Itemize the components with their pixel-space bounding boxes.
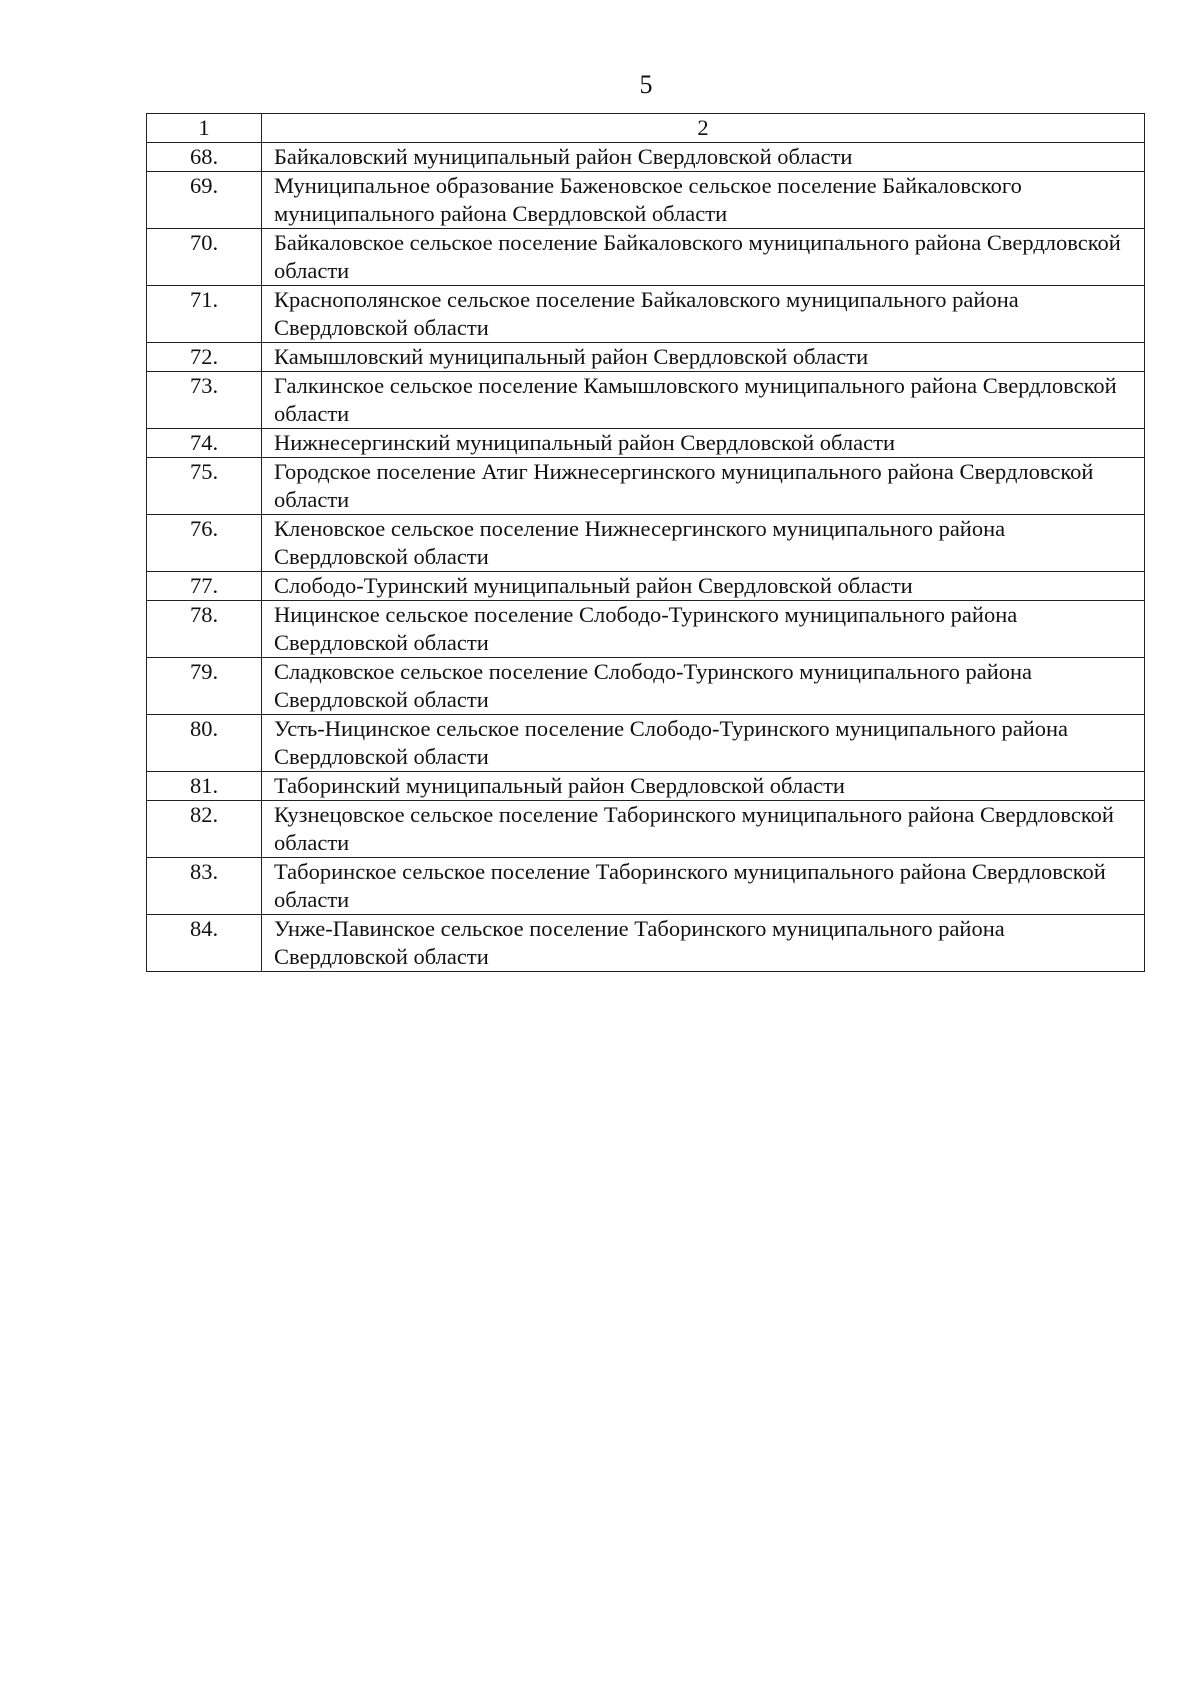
row-number: 78. [147,601,262,658]
row-number: 72. [147,343,262,372]
table-row [147,229,1145,286]
row-number: 83. [147,858,262,915]
page-number: 5 [639,70,653,99]
row-number: 79. [147,658,262,715]
row-text: Сладковское сельское поселение Слободо-Туринского муниципального района Свердловской области [262,658,1145,715]
row-text: Байкаловский муниципальный район Свердловской области [262,143,1145,172]
table-row [147,772,1145,801]
row-text: Камышловский муниципальный район Свердловской области [262,343,1145,372]
row-number: 81. [147,772,262,801]
row-number: 74. [147,429,262,458]
column-header-2: 2 [262,114,1145,143]
row-text: Таборинское сельское поселение Таборинского муниципального района Свердловской области [262,858,1145,915]
table-row [147,915,1145,972]
table-row [147,572,1145,601]
table-row [147,801,1145,858]
row-number: 84. [147,915,262,972]
row-number: 68. [147,143,262,172]
table-row [147,658,1145,715]
row-number: 69. [147,172,262,229]
table-row [147,858,1145,915]
row-text: Муниципальное образование Баженовское сельское поселение Байкаловского муниципального района Свердловской области [262,172,1145,229]
row-number: 77. [147,572,262,601]
row-text: Байкаловское сельское поселение Байкаловского муниципального района Свердловской области [262,229,1145,286]
table-row [147,458,1145,515]
table-row [147,601,1145,658]
row-text: Слободо-Туринский муниципальный район Свердловской области [262,572,1145,601]
row-number: 75. [147,458,262,515]
table-row [147,372,1145,429]
table-row [147,343,1145,372]
row-number: 76. [147,515,262,572]
table-row [147,172,1145,229]
table-row [147,143,1145,172]
table-row [147,715,1145,772]
row-text: Унже-Павинское сельское поселение Таборинского муниципального района Свердловской области [262,915,1145,972]
row-number: 71. [147,286,262,343]
table-header-row [147,114,1145,143]
row-text: Галкинское сельское поселение Камышловского муниципального района Свердловской области [262,372,1145,429]
row-text: Краснополянское сельское поселение Байкаловского муниципального района Свердловской области [262,286,1145,343]
table-row [147,286,1145,343]
row-text: Кленовское сельское поселение Нижнесергинского муниципального района Свердловской области [262,515,1145,572]
table-row [147,429,1145,458]
row-number: 70. [147,229,262,286]
row-number: 82. [147,801,262,858]
row-text: Кузнецовское сельское поселение Таборинского муниципального района Свердловской области [262,801,1145,858]
row-text: Городское поселение Атиг Нижнесергинского муниципального района Свердловской области [262,458,1145,515]
row-text: Нижнесергинский муниципальный район Свердловской области [262,429,1145,458]
row-number: 73. [147,372,262,429]
row-text: Таборинский муниципальный район Свердловской области [262,772,1145,801]
column-header-1: 1 [147,114,262,143]
municipalities-table [146,113,1145,972]
row-number: 80. [147,715,262,772]
row-text: Ницинское сельское поселение Слободо-Туринского муниципального района Свердловской области [262,601,1145,658]
table-row [147,515,1145,572]
row-text: Усть-Ницинское сельское поселение Слободо-Туринского муниципального района Свердловской области [262,715,1145,772]
